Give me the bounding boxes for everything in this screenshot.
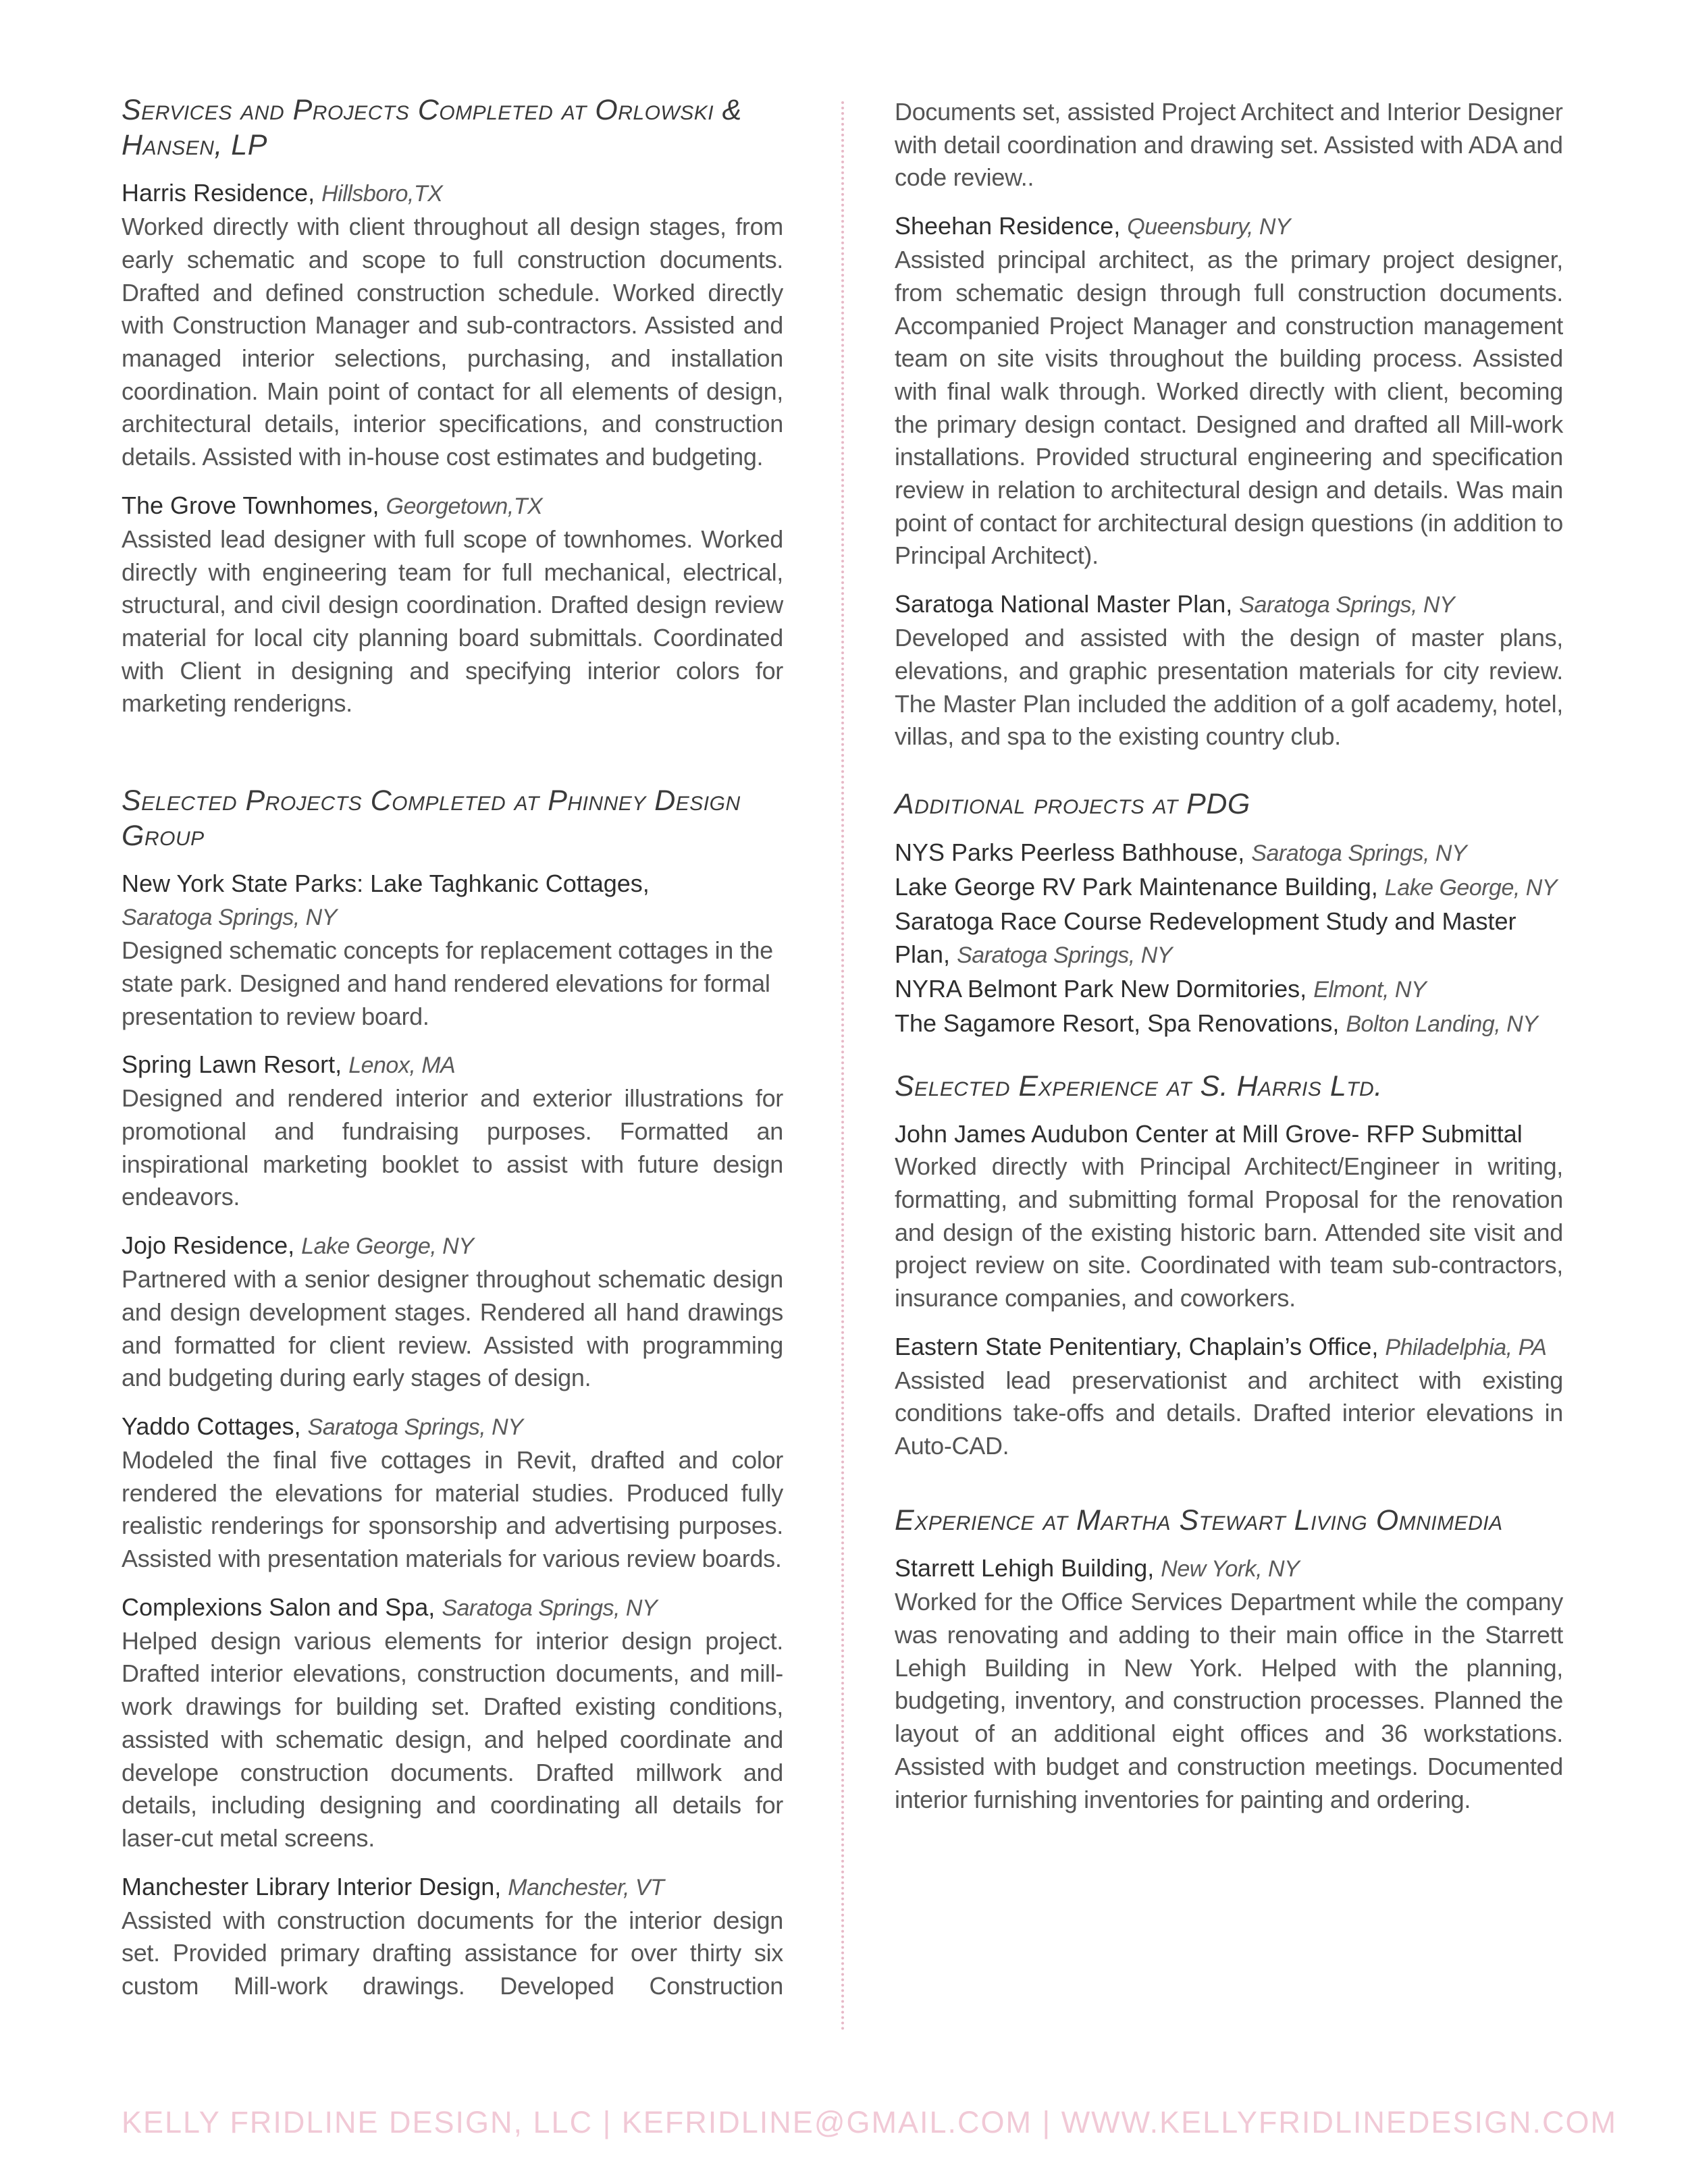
project-location: Lenox, MA	[348, 1053, 456, 1079]
list-item: NYRA Belmont Park New Dormitories, Elmont, NY	[895, 974, 1427, 1003]
project-lake-taghkanic	[122, 867, 783, 1033]
project-complexions-salon	[122, 1591, 783, 1855]
list-item: Lake George RV Park Maintenance Building, Lake George, NY	[895, 872, 1557, 901]
project-description: Worked directly with client throughout all design stages, from early schematic and scope to full construction documents. Drafted and defined construction schedule. Worked directly with Construction Manager and sub-contractors. Assisted and managed interior selections, purchasing, and installation coordination. Main point of contact for all elements of design, architectural details, interior specifications, and construction details. Assisted with in-house cost estimates and budgeting.	[122, 213, 783, 471]
list-item: The Sagamore Resort, Spa Renovations, Bolton Landing, NY	[895, 1009, 1538, 1037]
project-location: Saratoga Springs, NY	[442, 1595, 658, 1621]
project-location: New York, NY	[1161, 1556, 1300, 1582]
project-location: Saratoga Springs, NY	[307, 1414, 523, 1440]
project-harris-residence	[122, 176, 783, 474]
project-audubon-center	[895, 1117, 1563, 1315]
project-grove-townhomes	[122, 489, 783, 720]
project-name: John James Audubon Center at Mill Grove- RFP Submittal	[895, 1120, 1523, 1148]
project-location: Lake George, NY	[301, 1233, 474, 1260]
project-name: Spring Lawn Resort,	[122, 1050, 342, 1079]
project-description: Worked for the Office Services Department while the company was renovating and adding to their main office in the Starrett Lehigh Building in New York. Helped with the planning, budgeting, inventory, and construction processes. Planned the layout of an additional eight offices and 36 workstations. Assisted with budget and construction meetings. Documented interior furnishing inventories for painting and ordering.	[895, 1588, 1563, 1813]
right-column	[895, 96, 1563, 1831]
project-name: Eastern State Penitentiary, Chaplain’s Office,	[895, 1332, 1379, 1360]
project-location: Philadelphia, PA	[1385, 1334, 1547, 1360]
section-heading-phinney: Selected Projects Completed at Phinney Design Group	[122, 784, 741, 852]
project-description: Assisted lead preservationist and architect with existing conditions take-offs and details. Drafted interior elevations in Auto-CAD.	[895, 1366, 1563, 1460]
project-name: Starrett Lehigh Building,	[895, 1554, 1155, 1582]
project-location: Saratoga Springs, NY	[122, 905, 337, 931]
project-name: Sheehan Residence,	[895, 212, 1121, 240]
project-name: Harris Residence,	[122, 179, 315, 207]
project-location: Manchester, VT	[508, 1874, 664, 1900]
project-location: Hillsboro,TX	[321, 181, 443, 207]
project-name: Complexions Salon and Spa,	[122, 1593, 436, 1621]
project-location: Queensbury, NY	[1127, 214, 1291, 240]
project-name: Jojo Residence,	[122, 1231, 295, 1260]
list-item: NYS Parks Peerless Bathhouse, Saratoga Springs, NY	[895, 838, 1467, 866]
project-description: Designed and rendered interior and exterior illustrations for promotional and fundraising purposes. Formatted an inspirational marketing booklet to assist with future design endeavors.	[122, 1084, 783, 1211]
project-description: Partnered with a senior designer throughout schematic design and design development stages. Rendered all hand drawings and formatted for client review. Assisted with programming and budgeting during early stages of design.	[122, 1265, 783, 1392]
project-location: Saratoga Springs, NY	[1239, 592, 1455, 618]
project-spring-lawn	[122, 1048, 783, 1214]
section-heading-s-harris: Selected Experience at S. Harris Ltd.	[895, 1069, 1383, 1102]
project-location: Georgetown,TX	[386, 493, 543, 519]
project-name: Manchester Library Interior Design,	[122, 1872, 502, 1900]
project-description: Modeled the final five cottages in Revit, drafted and color rendered the elevations for material studies. Produced fully realistic renderings for sponsorship and advertising purposes. Assisted with presentation materials for various review boards.	[122, 1445, 783, 1573]
project-name: Yaddo Cottages,	[122, 1412, 301, 1440]
project-description: Developed and assisted with the design of master plans, elevations, and graphic presentation materials for city review. The Master Plan included the addition of a golf academy, hotel, villas, and spa to the existing country club.	[895, 624, 1563, 751]
project-yaddo-cottages	[122, 1410, 783, 1576]
project-eastern-state	[895, 1330, 1563, 1463]
footer-contact: KELLY FRIDLINE DESIGN, LLC | KEFRIDLINE@GMAIL.COM | WWW.KELLYFRIDLINEDESIGN.COM	[122, 2105, 1617, 2139]
project-description: Assisted principal architect, as the primary project designer, from schematic design through full construction documents. Accompanied Project Manager and construction management team on site visits throughout the building process. Assisted with final walk through. Worked directly with client, becoming the primary design contact. Designed and drafted all Mill-work installations. Provided structural engineering and specification review in relation to architectural design and details. Was main point of contact for architectural design questions (in addition to Principal Architect).	[895, 246, 1563, 570]
project-name: The Grove Townhomes,	[122, 491, 379, 519]
project-sheehan-residence	[895, 209, 1563, 572]
list-item: Saratoga Race Course Redevelopment Study and Master Plan, Saratoga Springs, NY	[895, 907, 1516, 968]
project-manchester-library-continued	[895, 96, 1563, 194]
project-name: Saratoga National Master Plan,	[895, 590, 1233, 618]
project-description: Designed schematic concepts for replacement cottages in the state park. Designed and hand rendered elevations for formal presentation to review board.	[122, 936, 773, 1030]
section-heading-orlowski: Services and Projects Completed at Orlowski & Hansen, LP	[122, 94, 742, 161]
project-description: Documents set, assisted Project Architect and Interior Designer with detail coordination and drawing set. Assisted with ADA and code review..	[895, 98, 1563, 192]
section-heading-martha-stewart: Experience at Martha Stewart Living Omnimedia	[895, 1503, 1503, 1537]
project-description: Assisted lead designer with full scope of townhomes. Worked directly with engineering team for full mechanical, electrical, structural, and civil design coordination. Drafted design review material for local city planning board submittals. Coordinated with Client in designing and specifying interior colors for marketing renderigns.	[122, 525, 783, 718]
project-description: Worked directly with Principal Architect/Engineer in writing, formatting, and submitting formal Proposal for the renovation and design of the existing historic barn. Attended site visit and project review on site. Coordinated with team sub-contractors, insurance companies, and coworkers.	[895, 1152, 1563, 1312]
left-column	[122, 93, 783, 2018]
additional-projects-list	[895, 836, 1563, 1041]
project-saratoga-national	[895, 587, 1563, 753]
project-description: Assisted with construction documents for the interior design set. Provided primary drafting assistance for over thirty six custom Mill-work drawings. Developed Construction	[122, 1906, 783, 2000]
project-description: Helped design various elements for interior design project. Drafted interior elevations, construction documents, and mill-work drawings for building set. Drafted existing conditions, assisted with schematic design, and helped coordinate and develope construction documents. Drafted millwork and details, including designing and coordinating all details for laser-cut metal screens.	[122, 1626, 783, 1852]
project-manchester-library	[122, 1870, 783, 2003]
section-heading-additional-pdg: Additional projects at PDG	[895, 787, 1250, 820]
project-starrett-lehigh	[895, 1551, 1563, 1816]
project-jojo-residence	[122, 1229, 783, 1395]
column-divider	[841, 101, 844, 2032]
project-name: New York State Parks: Lake Taghkanic Cottages,	[122, 870, 650, 898]
